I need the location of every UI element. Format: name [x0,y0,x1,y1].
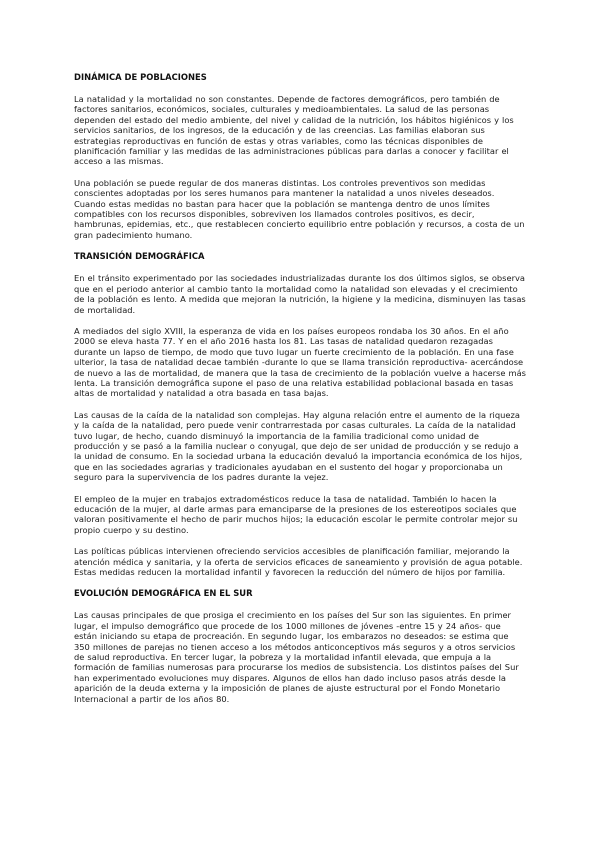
paragraph: Una población se puede regular de dos maneras distintas. Los controles preventivos son medidas conscientes adoptadas por los seres humanos para mantener la natalidad a unos niveles deseados. Cuando estas medidas no bastan para hacer que la población se mantenga dentro de unos límites compatibles con los recursos disponibles, sobreviven los llamados controles positivos, es decir, hambrunas, epidemias, etc., que restablecen concierto equilibrio entre población y recursos, a costa de un gran padecimiento humano. [74,177,525,240]
section-heading: TRANSICIÓN DEMOGRÁFICA [74,251,205,262]
section-evolucion-sur [74,588,526,704]
paragraph: El empleo de la mujer en trabajos extradomésticos reduce la tasa de natalidad. También lo hacen la educación de la mujer, al darle armas para emanciparse de la presiones de los estereotipos sociales que valoran positivamente el hecho de parir muchos hijos; la educación escolar le permite controlar mejor su propio cuerpo y su destino. [74,493,518,535]
paragraph: En el tránsito experimentado por las sociedades industrializadas durante los dos últimos siglos, se observa que en el periodo anterior al cambio tanto la mortalidad como la natalidad son elevadas y el crecimiento de la población es lento. A medida que mejoran la nutrición, la higiene y la medicina, disminuyen las tasas de mortalidad. [74,273,526,315]
paragraph: Las causas principales de que prosiga el crecimiento en los países del Sur son las siguientes. En primer lugar, el impulso demográfico que procede de los 1000 millones de jóvenes -entre 15 y 24 años- que están iniciando su etapa de procreación. En segundo lugar, los embarazos no deseados: se estima que 350 millones de parejas no tienen acceso a los métodos anticonceptivos más seguros y a otros servicios de salud reproductiva. En tercer lugar, la pobreza y la mortalidad infantil elevada, que empuja a la formación de familias numerosas para procurarse los medios de subsistencia. Los distintos países del Sur han experimentado evoluciones muy dispares. Algunos de ellos han dado incluso pasos atrás desde la aparición de la deuda externa y la imposición de planes de ajuste estructural por el Fondo Monetario Internacional a partir de los años 80. [74,610,519,704]
section-heading: DINÁMICA DE POBLACIONES [74,72,207,82]
paragraph: Las causas de la caída de la natalidad son complejas. Hay alguna relación entre el aumento de la riqueza y la caída de la natalidad, pero puede venir contrarrestada por casas culturales. La caída de la natalidad tuvo lugar, de hecho, cuando disminuyó la importancia de la familia tradicional como unidad de producción y se pasó a la familia nuclear o conyugal, que dejo de ser unidad de producción y se redujo a la unidad de consumo. En la sociedad urbana la educación devaluó la importancia económica de los hijos, que en las sociedades agrarias y tradicionales ayudaban en el sustento del hogar y proporcionaba un seguro para la supervivencia de los padres durante la vejez. [74,409,523,483]
section-transicion-demografica [74,251,526,577]
document-body [74,72,526,715]
paragraph: La natalidad y la mortalidad no son constantes. Depende de factores demográficos, pero también de factores sanitarios, económicos, sociales, culturales y medioambientales. La salud de las personas dependen del estado del medio ambiente, del nivel y calidad de la nutrición, los hábitos higiénicos y los servicios sanitarios, de los ingresos, de la educación y de las creencias. Las familias elaboran sus estrategias reproductivas en función de estas y otras variables, como las técnicas disponibles de planificación familiar y las medidas de las administraciones públicas para darlas a conocer y facilitar el acceso a las mismas. [74,94,514,167]
paragraph: A mediados del siglo XVIII, la esperanza de vida en los países europeos rondaba los 30 años. En el año 2000 se eleva hasta 77. Y en el año 2016 hasta los 81. Las tasas de natalidad quedaron rezagadas durante un lapso de tiempo, de modo que tuvo lugar un fuerte crecimiento de la población. En una fase ulterior, la tasa de natalidad decae también -durante lo que se llama transición reproductiva- acercándose de nuevo a las de mortalidad, de manera que la tasa de crecimiento de la población vuelve a hacerse más lenta. La transición demográfica supone el paso de una relativa estabilidad poblacional basada en tasas altas de mortalidad y natalidad a otra basada en tasa bajas. [74,325,526,399]
paragraph: Las políticas públicas intervienen ofreciendo servicios accesibles de planificación familiar, mejorando la atención médica y sanitaria, y la oferta de servicios eficaces de saneamiento y provisión de agua potable. Estas medidas reducen la mortalidad infantil y favorecen la reducción del número de hijos por familia. [74,546,523,578]
section-dinamica-poblaciones [74,72,526,240]
section-heading: EVOLUCIÓN DEMOGRÁFICA EN EL SUR [74,588,253,599]
